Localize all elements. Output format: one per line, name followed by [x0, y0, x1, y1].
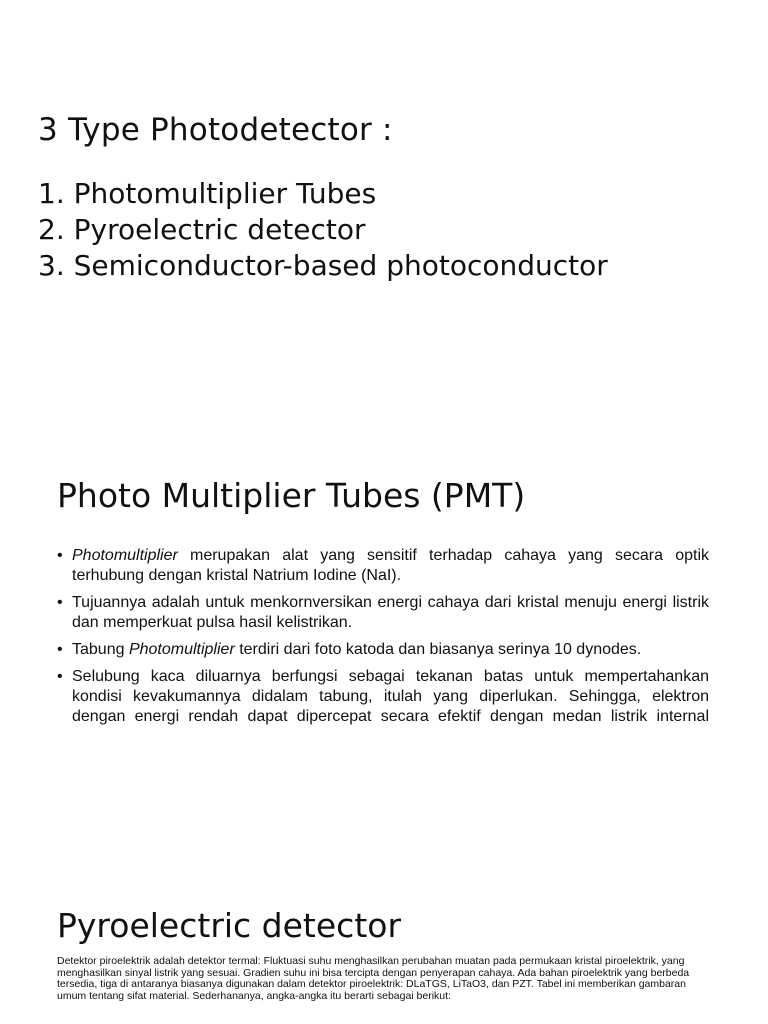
bullet-marker: •: [57, 594, 63, 611]
bullet-item: [57, 667, 709, 727]
bullet-text: Selubung kaca diluarnya berfungsi sebagai tekanan batas untuk mempertahankan kondisi kevakumannya didalam tabung, itulah yang diperlukan. Sehingga, elektron dengan energi rendah dapat dipercepat secara efektif dengan medan listrik internal: [72, 668, 709, 725]
slide-pmt: [0, 440, 768, 800]
bullet-item: [57, 546, 709, 586]
bullet-item: [57, 640, 709, 660]
slide-title: Pyroelectric detector: [57, 906, 402, 945]
bullet-text: merupakan alat yang sensitif terhadap cahaya yang secara optik terhubung dengan kristal Natrium Iodine (NaI).: [72, 547, 709, 584]
bullet-emphasis: Photomultiplier: [72, 547, 178, 564]
bullet-text: Tabung: [72, 641, 129, 658]
bullet-text: Tujuannya adalah untuk menkornversikan energi cahaya dari kristal menuju energi listrik dan memperkuat pulsa hasil kelistrikan.: [72, 594, 709, 631]
pyroelectric-paragraph: Detektor piroelektrik adalah detektor termal: Fluktuasi suhu menghasilkan perubahan muatan pada permukaan kristal piroelektrik, yang menghasilkan sinyal listrik yang sesuai. Gradien suhu ini bisa tercipta dengan penyerapan cahaya. Ada bahan piroelektrik yang berbeda tersedia, tiga di antaranya biasanya digunakan dalam detektor piroelektrik: DLaTGS, LiTaO3, dan PZT. Tabel ini memberikan gambaran umum tentang sifat material. Sederhananya, angka-angka itu berarti sebagai berikut:: [57, 955, 690, 1002]
list-item: 1. Photomultiplier Tubes: [38, 177, 377, 210]
bullet-marker: •: [57, 641, 63, 658]
bullet-emphasis: Photomultiplier: [128, 641, 235, 658]
list-item: 3. Semiconductor-based photoconductor: [38, 249, 608, 282]
photodetector-type-list: [38, 176, 608, 284]
pmt-bullet-list: [57, 546, 709, 734]
bullet-marker: •: [57, 547, 63, 564]
slide-title: Photo Multiplier Tubes (PMT): [57, 476, 526, 515]
bullet-marker: •: [57, 668, 63, 685]
slide-photodetector-types: [0, 0, 768, 320]
list-item: 2. Pyroelectric detector: [38, 213, 366, 246]
slide-title: 3 Type Photodetector :: [38, 112, 393, 148]
slide-pyroelectric: [0, 890, 768, 1024]
bullet-text: terdiri dari foto katoda dan biasanya serinya 10 dynodes.: [234, 641, 642, 658]
bullet-item: [57, 593, 709, 633]
